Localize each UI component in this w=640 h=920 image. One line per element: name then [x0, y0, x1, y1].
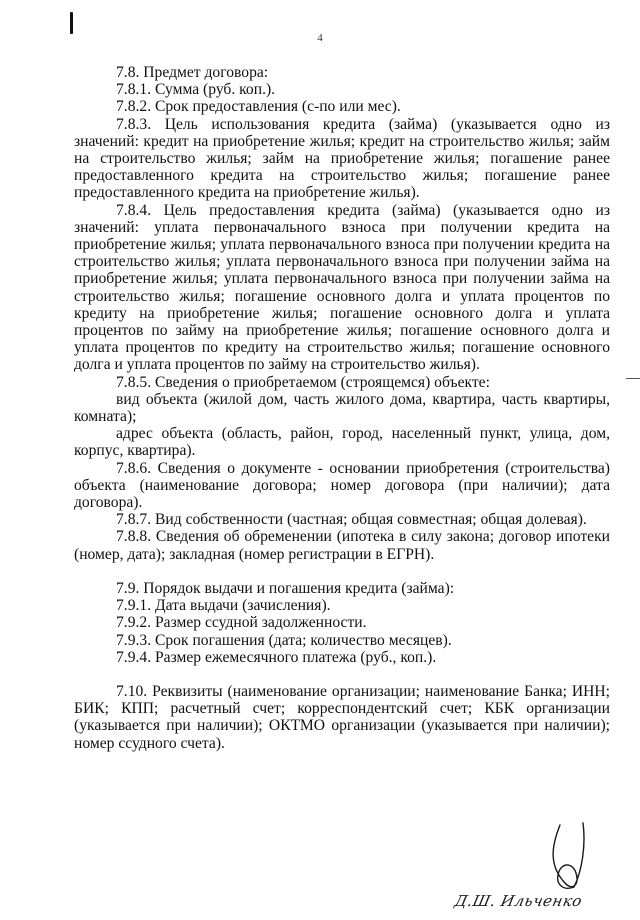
clause-7-8-2: 7.8.2. Срок предоставления (с-по или мес).	[116, 98, 401, 116]
clause-7-8-3: 7.8.3. Цель использования кредита (займа) (указывается одно из значений: кредит на приобретение жилья; кредит на строительство жилья; займ на строительство жилья; займ на приобретение жилья; погашение ранее предоставленного кредита на строительство жилья; погашение ранее предоставленного кредита на приобретение жилья).	[74, 115, 610, 202]
clause-7-9-3: 7.9.3. Срок погашения (дата; количество месяцев).	[116, 631, 452, 649]
clause-7-8-4: 7.8.4. Цель предоставления кредита (займа) (указывается одно из значений: уплата первоначального взноса при получении кредита на приобретение жилья; уплата первоначального взноса при получении кредита на строительство жилья; уплата первоначального взноса при получении займа на приобретение жилья; уплата первоначального взноса при получении займа на строительство жилья; погашение основного долга и уплата процентов по кредиту на приобретение жилья; погашение основного долга и уплата процентов по займу на приобретение жилья; погашение основного долга и уплата процентов по кредиту на строительство жилья; погашение основного долга и уплата процентов по займу на строительство жилья).	[74, 201, 610, 374]
scan-edge-mark	[626, 378, 640, 379]
clause-7-9-2: 7.9.2. Размер ссудной задолженности.	[116, 614, 367, 632]
clause-7-8-1: 7.8.1. Сумма (руб. коп.).	[116, 81, 276, 99]
clause-7-8-6: 7.8.6. Сведения о документе - основании приобретения (строительства) объекта (наименование договора; номер договора (при наличии); дата договора).	[74, 459, 610, 512]
clause-7-8-7: 7.8.7. Вид собственности (частная; общая совместная; общая долевая).	[116, 511, 587, 529]
clause-7-9-4: 7.9.4. Размер ежемесячного платежа (руб., коп.).	[116, 648, 437, 666]
scan-mark	[70, 12, 73, 34]
clause-7-8-5-object-type: вид объекта (жилой дом, часть жилого дома, квартира, часть квартиры, комната);	[74, 390, 610, 426]
signature-name: Д.Ш. Ильченко	[453, 892, 584, 910]
clause-7-8-5-object-address: адрес объекта (область, район, город, населенный пункт, улица, дом, корпус, квартира).	[74, 425, 610, 460]
page-number: 4	[317, 32, 323, 44]
section-7-8-heading: 7.8. Предмет договора:	[116, 64, 269, 81]
clause-7-9-1: 7.9.1. Дата выдачи (зачисления).	[116, 597, 331, 615]
document-body	[74, 64, 610, 752]
clause-7-10: 7.10. Реквизиты (наименование организации; наименование Банка; ИНН; БИК; КПП; расчетный счет; корреспондентский счет; КБК организации (указывается при наличии); ОКТМО организации (указывается при наличии); номер ссудного счета).	[74, 682, 610, 752]
section-7-9-heading: 7.9. Порядок выдачи и погашения кредита (займа):	[116, 579, 455, 597]
clause-7-8-8: 7.8.8. Сведения об обременении (ипотека в силу закона; договор ипотеки (номер, дата); закладная (номер регистрации в ЕГРН).	[74, 528, 610, 563]
clause-7-8-5: 7.8.5. Сведения о приобретаемом (строящемся) объекте:	[116, 373, 490, 391]
signature	[440, 805, 640, 920]
